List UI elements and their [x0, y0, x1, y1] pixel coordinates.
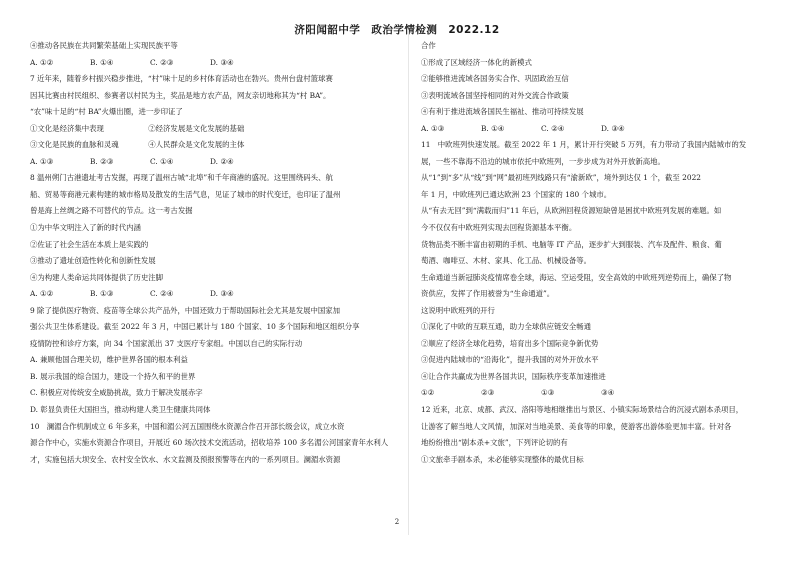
text-line: 8 温州朔门古港遗址考古发掘，再现了温州古城“北埠”和千年商港的盛况。这里围绕码头、航: [30, 173, 333, 183]
answer-option: A. ①②: [30, 57, 54, 67]
answer-option: A. ①②: [30, 289, 54, 299]
text-line: 才，实施包括大坝安全、农村安全饮水、水文监测及预报预警等在内的一系列项目。澜湄水资源: [30, 454, 341, 464]
page-title: 济阳闻韶中学 政治学情检测 2022.12: [294, 24, 500, 36]
answer-options: [30, 154, 396, 171]
answer-option: ①③: [541, 388, 555, 398]
answer-option: ②③: [481, 388, 495, 398]
text-line: ③推动了遗址创造性转化和创新性发展: [30, 256, 156, 266]
answer-options: [421, 121, 773, 138]
text-line: 疫情防控和诊疗方案，向 34 个国家派出 37 支医疗专家组。中国以自己的实际行动: [30, 338, 303, 348]
answer-options: [30, 286, 396, 303]
answer-option: B. ①③: [90, 289, 114, 299]
answer-option: ①②: [421, 388, 435, 398]
text-line: 9 除了提供医疗物资、疫苗等全球公共产品外，中国还致力于帮助国际社会尤其是发展中国家加: [30, 305, 341, 315]
answer-option: D. ③④: [601, 123, 625, 133]
answer-option: D. ③④: [210, 289, 234, 299]
text-line: ③促进内陆城市的“沿海化”，提升我国的对外开放水平: [421, 355, 599, 365]
left-column: [30, 38, 396, 468]
text-line: 今不仅仅有中欧班列实现去回程货源基本平衡。: [421, 223, 577, 233]
text-line: 11 中欧班列快速发展。截至 2022 年 1 月，累计开行突破 5 万列，有力带动了我国内陆城市的发: [421, 140, 747, 150]
text-line: 生命通道当新冠肺炎疫情席卷全球，海运、空运受阻，安全高效的中欧班列逆势而上，确保了物: [421, 272, 732, 282]
text-line: D. 彰显负责任大国担当，推动构建人类卫生健康共同体: [30, 405, 211, 415]
right-column: [421, 38, 773, 468]
text-line: ④让合作共赢成为世界各国共识，国际秩序变革加速推进: [421, 371, 606, 381]
text-line: ②顺应了经济全球化趋势，培育出多个国际竞争新优势: [421, 338, 599, 348]
answer-option: C. ②④: [541, 123, 565, 133]
text-line: ③表明流域各国坚持相同的对外交流合作政策: [421, 90, 569, 100]
text-line: ④为构建人类命运共同体提供了历史注脚: [30, 272, 164, 282]
answer-option: A. ①③: [30, 156, 54, 166]
answer-option: B. ①④: [90, 57, 114, 67]
answer-options: [30, 55, 396, 72]
page-number: 2: [394, 518, 400, 526]
column-divider: [408, 30, 409, 535]
text-line: 10 澜湄合作机制成立 6 年多来，中国和湄公河五国围绕水资源合作召开部长级会议，成立水资: [30, 421, 345, 431]
text-line: 让游客了解当地人文风情，加深对当地美景、美食等的印象，使游客出游体验更加丰富。针对各: [421, 421, 732, 431]
text-line: ①文化是经济集中表现 ②经济发展是文化发展的基础: [30, 123, 245, 133]
text-line: 展，一些不靠海不沿边的城市依托中欧班列，一步步成为对外开放新高地。: [421, 156, 665, 166]
text-line: ②能够推进流域各国务实合作、巩固政治互信: [421, 74, 569, 84]
text-line: ②佐证了社会生活在本质上是实践的: [30, 239, 149, 249]
text-line: 资供应，发挥了作用被誉为“生命通道”。: [421, 289, 555, 299]
answer-option: ③④: [601, 388, 615, 398]
text-line: 这说明中欧班列的开行: [421, 305, 495, 315]
text-line: ④推动各民族在共同繁荣基础上实现民族平等: [30, 41, 178, 50]
answer-options: [421, 385, 773, 402]
text-line: “农”味十足的“村 BA”火爆出圈，进一步印证了: [30, 107, 183, 117]
answer-option: C. ①④: [150, 156, 174, 166]
text-line: 7 近年来，随着乡村振兴稳步推进，“村”味十足的乡村体育活动也在勃兴。贵州台盘村篮球赛: [30, 74, 333, 84]
text-line: ①为中华文明注入了新的时代内涵: [30, 223, 141, 233]
text-line: 合作: [421, 41, 436, 50]
text-line: 因其比赛由村民组织、参赛者以村民为主，奖品是地方农产品，网友亲切地称其为“村 BA”。: [30, 90, 331, 100]
answer-option: B. ②③: [90, 156, 114, 166]
text-line: A. 兼顾他国合理关切，维护世界各国的根本利益: [30, 355, 188, 365]
text-line: ④有利于推进流域各国民生福祉、推动可持续发展: [421, 107, 584, 117]
answer-option: D. ②④: [210, 156, 234, 166]
answer-option: A. ①③: [421, 123, 445, 133]
text-line: 从“有去无回”到“满载而归”11 年后，从欧洲回程货源短缺曾是困扰中欧班列发展的难题。如: [421, 206, 722, 216]
text-line: ①形成了区域经济一体化的新模式: [421, 57, 532, 67]
answer-option: C. ②④: [150, 289, 174, 299]
text-line: 源合作中心，实施水资源合作项目，开展近 60 场次技术交流活动，招收培养 100 多名湄公河国家青年水利人: [30, 438, 389, 448]
text-line: 地纷纷推出“剧本杀+文旅”，下列评论切的有: [421, 438, 568, 448]
text-line: 年 1 月，中欧班列已通达欧洲 23 个国家的 180 个城市。: [421, 189, 612, 199]
text-line: 货物品类不断丰富由初期的手机、电脑等 IT 产品，逐步扩大到服装、汽车及配件、粮食、葡: [421, 239, 722, 249]
text-line: ①文旅牵手剧本杀，未必能够实现整体的最优目标: [421, 454, 584, 464]
text-line: B. 展示我国的综合国力，建设一个持久和平的世界: [30, 371, 196, 381]
text-line: 从“1”到“多”从“线”到“网”最初班列线路只有“渝新欧”，境外到达仅 1 个，截至 2022: [421, 173, 701, 183]
text-line: 12 近来，北京、成都、武汉、洛阳等地相继推出与景区、小镇实际场景结合的沉浸式剧本杀项目，: [421, 405, 744, 415]
text-line: ①深化了中欧的互联互通，助力全球供应链安全畅通: [421, 322, 591, 332]
answer-option: C. ②③: [150, 57, 174, 67]
text-line: C. 积极应对传统安全威胁挑战，致力于解决发展赤字: [30, 388, 203, 398]
answer-option: B. ①④: [481, 123, 505, 133]
text-line: ③文化是民族的血脉和灵魂 ④人民群众是文化发展的主体: [30, 140, 245, 150]
text-line: 强公共卫生体系建设。截至 2022 年 3 月，中国已累计与 180 个国家、10 多个国际和地区组织分享: [30, 322, 360, 332]
answer-option: D. ③④: [210, 57, 234, 67]
text-line: 萄酒、咖啡豆、木材、家具、化工品、机械设备等。: [421, 256, 591, 266]
text-line: 曾是海上丝绸之路不可替代的节点。这一考古发掘: [30, 206, 193, 216]
text-line: 船、贸易等商港元素构建的城市格局及散发的生活气息，见证了城市的时代变迁，也印证了温州: [30, 189, 341, 199]
